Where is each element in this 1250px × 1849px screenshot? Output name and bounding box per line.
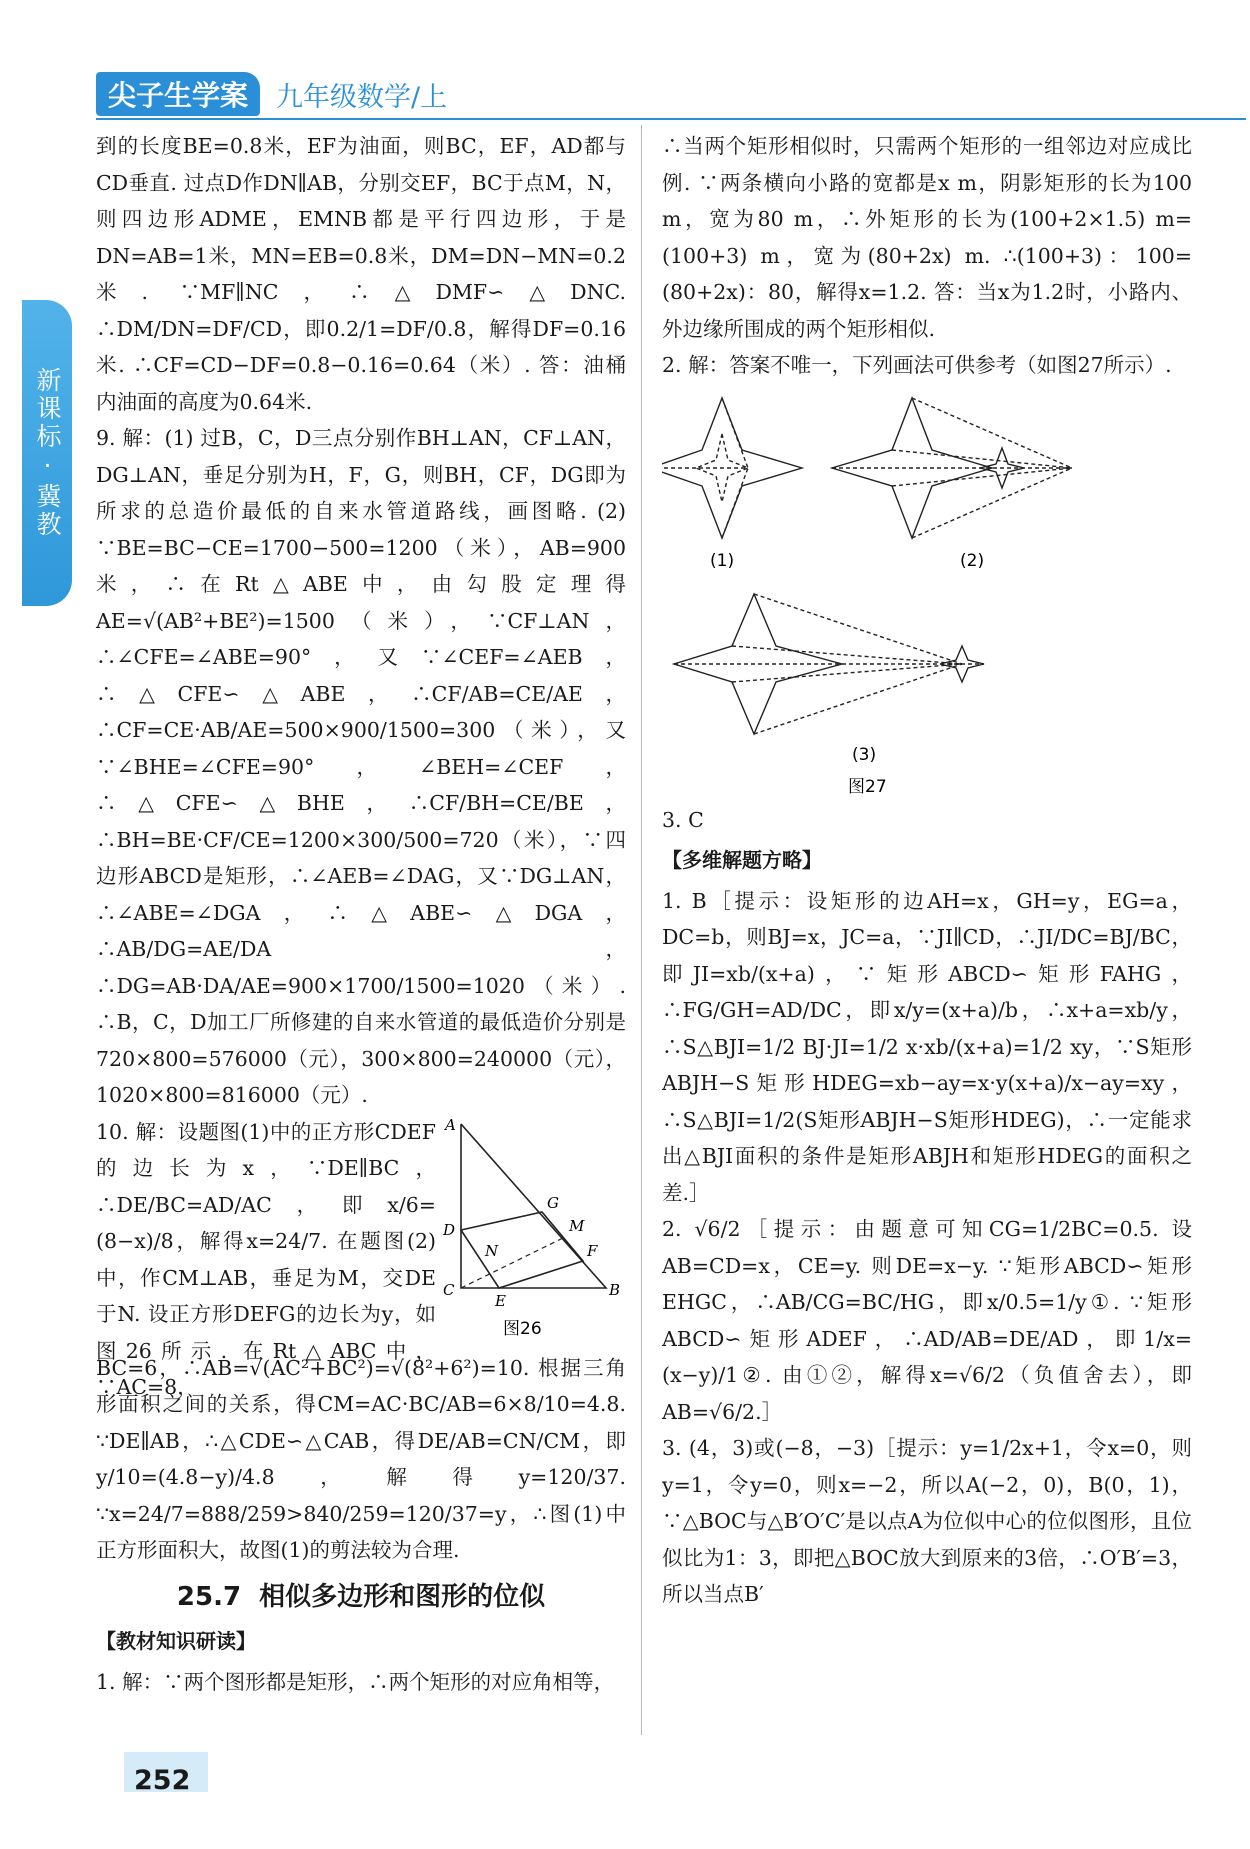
- figure-27-drawing: [662, 388, 1192, 868]
- multi-answer-3: 3. (4，3)或(−8，−3)［提示：y=1/2x+1，令x=0，则y=1，令y=0，则x=−2，所以A(−2，0)，B(0，1)，∵△BOC与△B′O′C′是以点A为位似中心的位似图形，且位似比为1：3，即把△BOC放大到原来的3倍，∴O′B′=3，所以当点B′: [662, 1436, 1192, 1606]
- fig27-star-2: [832, 398, 1072, 538]
- section-title: [96, 1579, 626, 1616]
- header-divider: [96, 118, 1246, 120]
- fig26-label-n: N: [485, 1241, 499, 1260]
- column-divider: [641, 125, 642, 1735]
- multi-solution-heading: 【多维解题方略】: [662, 848, 822, 872]
- figure-27: [662, 388, 1192, 868]
- fig26-label-e: E: [495, 1291, 506, 1310]
- right-column: [662, 128, 1192, 1613]
- section-number: 25.7: [176, 1581, 242, 1612]
- brand-title: 尖子生学案: [96, 72, 260, 116]
- multi-answer-2: 2. √6/2［提示：由题意可知CG=1/2BC=0.5. 设AB=CD=x，CE=y. 则DE=x−y. ∵矩形ABCD∽矩形EHGC，∴AB/CG=BC/HG，即x/0.5=1/y①. ∵矩形ABCD∽矩形ADEF，∴AD/AB=DE/AD，即1/x=(x−y)/1②. 由①②，解得x=√6/2（负值舍去），即AB=√6/2.］: [662, 1217, 1192, 1424]
- answer-9: 9. 解：(1) 过B，C，D三点分别作BH⊥AN，CF⊥AN，DG⊥AN，垂足分别为H，F，G，则BH，CF，DG即为所求的总造价最低的自来水管道路线，画图略. (2) ∵BE=BC−CE=1700−500=1200（米），AB=900米，∴在Rt△ABE中，由勾股定理得AE=√(AB²+BE²)=1500（米），∵CF⊥AN，∴∠CFE=∠ABE=90°，又∵∠CEF=∠AEB，∴△CFE∽△ABE，∴CF/AB=CE/AE，∴CF=CE·AB/AE=500×900/1500=300（米），又∵∠BHE=∠CFE=90°，∠BEH=∠CEF，∴△CFE∽△BHE，∴CF/BH=CE/BE，∴BH=BE·CF/CE=1200×300/500=720（米），∵四边形ABCD是矩形，∴∠AEB=∠DAG，又∵DG⊥AN，∴∠ABE=∠DGA，∴△ABE∽△DGA，∴AB/DG=AE/DA，∴DG=AB·DA/AE=900×1700/1500=1020（米）. ∴B，C，D加工厂所修建的自来水管道的最低造价分别是720×800=576000（元），300×800=240000（元），1020×800=816000（元）.: [96, 426, 626, 1107]
- page-number: 252: [134, 1765, 191, 1796]
- textbook-answer-1-continued: ∴当两个矩形相似时，只需两个矩形的一组邻边对应成比例. ∵两条横向小路的宽都是x m，阴影矩形的长为100 m，宽为80 m，∴外矩形的长为(100+2×1.5) m=(100+3) m，宽为(80+2x) m. ∴(100+3)：100=(80+2x)：80，解得x=1.2. 答：当x为1.2时，小路内、外边缘所围成的两个矩形相似.: [662, 134, 1192, 341]
- fig26-label-c: C: [443, 1280, 455, 1299]
- book-subtitle: 九年级数学/上: [276, 81, 448, 113]
- page-header: [96, 72, 447, 116]
- fig27-label-1: (1): [710, 550, 735, 571]
- fig26-label-m: M: [569, 1216, 585, 1235]
- answer-10-block: [96, 1114, 626, 1399]
- fig26-label-a: A: [445, 1115, 456, 1134]
- fig27-star-1: [662, 398, 802, 538]
- fig27-star-3: [674, 594, 984, 734]
- section-title-text: 相似多边形和图形的位似: [259, 1581, 546, 1612]
- fig27-caption: 图27: [848, 776, 887, 797]
- figure-26: [441, 1108, 626, 1344]
- multi-answer-1: 1. B［提示：设矩形的边AH=x，GH=y，EG=a，DC=b，则BJ=x，JC=a，∵JI∥CD，∴JI/DC=BJ/BC，即JI=xb/(x+a)，∵矩形ABCD∽矩形FAHG，∴FG/GH=AD/DC，即x/y=(x+a)/b，∴x+a=xb/y，∴S△BJI=1/2 BJ·JI=1/2 x·xb/(x+a)=1/2 xy，∵S矩形ABJH−S矩形HDEG=xb−ay=x·y(x+a)/x−ay=xy，∴S△BJI=1/2(S矩形ABJH−S矩形HDEG)，∴一定能求出△BJI面积的条件是矩形ABJH和矩形HDEG的面积之差.］: [662, 888, 1192, 1205]
- left-column: [96, 128, 626, 1700]
- fig27-label-2: (2): [960, 550, 985, 571]
- answer-10-part-b: BC=6，∴AB=√(AC²+BC²)=√(8²+6²)=10. 根据三角形面积之间的关系，得CM=AC·BC/AB=6×8/10=4.8. ∵DE∥AB，∴△CDE∽△CAB，得DE/AB=CN/CM，即y/10=(4.8−y)/4.8，解得y=120/37. ∵x=24/7=888/259>840/259=120/37=y，∴图(1)中正方形面积大，故图(1)的剪法较为合理.: [96, 1355, 626, 1562]
- side-tab: 新课标·冀教: [22, 300, 72, 606]
- fig26-label-b: B: [609, 1280, 621, 1299]
- fig27-label-3: (3): [852, 744, 877, 765]
- textbook-answer-1: 1. 解：∵两个图形都是矩形，∴两个矩形的对应角相等，: [96, 1669, 615, 1694]
- fig26-label-g: G: [547, 1193, 559, 1212]
- fig26-label-d: D: [443, 1220, 456, 1239]
- answer-8-continued: 到的长度BE=0.8米，EF为油面，则BC，EF，AD都与CD垂直. 过点D作DN∥AB，分别交EF，BC于点M，N，则四边形ADME，EMNB都是平行四边形，于是DN=AB=1米，MN=EB=0.8米，DM=DN−MN=0.2米. ∵MF∥NC，∴△DMF∽△DNC. ∴DM/DN=DF/CD，即0.2/1=DF/0.8，解得DF=0.16米. ∴CF=CD−DF=0.8−0.16=0.64（米）. 答：油桶内油面的高度为0.64米.: [96, 134, 626, 414]
- textbook-answer-3: 3. C: [662, 807, 704, 832]
- fig26-caption: 图26: [503, 1318, 542, 1339]
- textbook-answer-2: 2. 解：答案不唯一，下列画法可供参考（如图27所示）.: [662, 353, 1172, 377]
- fig26-label-f: F: [587, 1241, 598, 1260]
- textbook-heading: 【教材知识研读】: [96, 1629, 256, 1653]
- answer-10-part-a: 10. 解：设题图(1)中的正方形CDEF的边长为x，∵DE∥BC，∴DE/BC=AD/AC，即x/6=(8−x)/8，解得x=24/7. 在题图(2)中，作CM⊥AB，垂足为M，交DE于N. 设正方形DEFG的边长为y，如图26所示. 在Rt△ABC中，∵AC=8，: [96, 1119, 436, 1399]
